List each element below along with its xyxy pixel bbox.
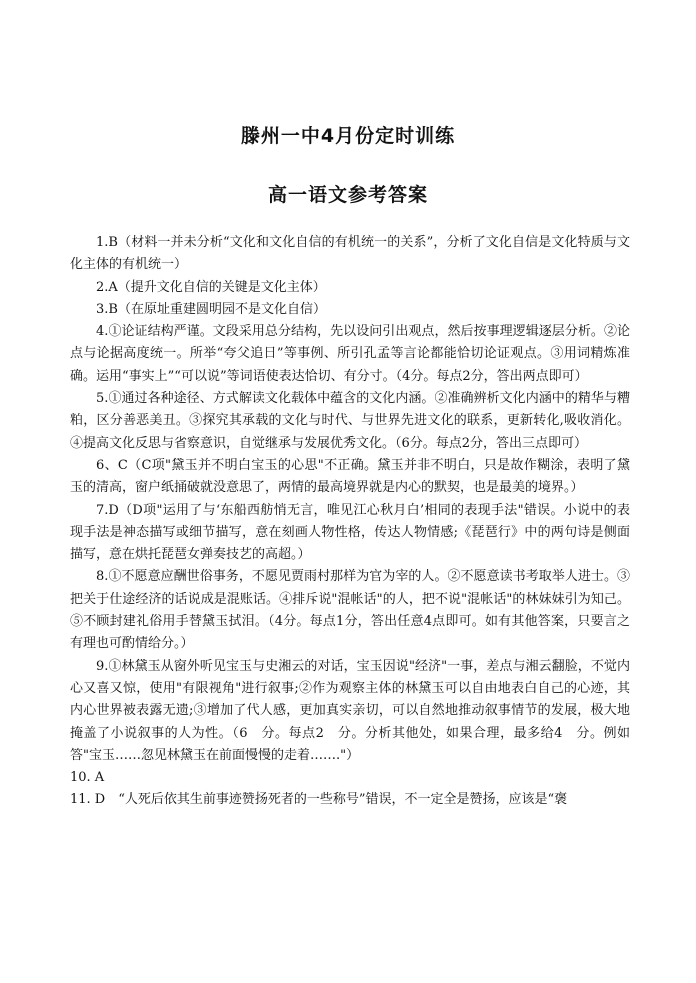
answer-list <box>70 232 630 812</box>
answer-5: 5.①通过各种途径、方式解读文化载体中蕴含的文化内涵。②准确辨析文化内涵中的精华与糟粕，区分善恶美丑。③探究其承载的文化与时代、与世界先进文化的联系，更新转化,吸收消化。④提高文化反思与省察意识，自觉继承与发展优秀文化。（6分。每点2分，答出三点即可） <box>70 391 630 451</box>
answer-11: 11. D “人死后依其生前事迹赞扬死者的一些称号”错误，不一定全是赞扬，应该是“褒 <box>70 792 568 808</box>
page-title: 滕州一中4月份定时训练 <box>240 125 456 147</box>
answer-8: 8.①不愿意应酬世俗事务，不愿见贾雨村那样为官为宰的人。②不愿意读书考取举人进士。③把关于仕途经济的话说成是混账话。④排斥说"混帐话"的人，把不说"混帐话"的林妹妹引为知己。⑤不顾封建礼俗用手替黛玉拭泪。（4分。每点1分，答出任意4点即可。如有其他答案，只要言之有理也可酌情给分。） <box>70 569 630 652</box>
answer-1: 1.B（材料一并未分析“文化和文化自信的有机统一的关系”，分析了文化自信是文化特质与文化主体的有机统一） <box>70 235 630 273</box>
page-subtitle: 高一语文参考答案 <box>267 184 428 206</box>
answer-3: 3.B（在原址重建圆明园不是文化自信） <box>96 301 326 317</box>
answer-10: 10. A <box>70 770 105 786</box>
answer-7: 7.D（D项"运用了与‘东船西舫悄无言，唯见江心秋月白’相同的表现手法"错误。小说中的表现手法是神态描写或细节描写，意在刻画人物性格，传达人物情感;《琵琶行》中的两句诗是侧面描写，意在烘托琵琶女弹奏技艺的高超。） <box>70 502 630 563</box>
answer-9: 9.①林黛玉从窗外听见宝玉与史湘云的对话，宝玉因说"经济"一事，差点与湘云翻脸，不觉内心又喜又惊，使用"有限视角"进行叙事;②作为观察主体的林黛玉可以自由地表白自己的心迹，其内心世界被表露无遗;③增加了代人感，更加真实亲切，可以自然地推动叙事情节的发展，极大地掩盖了小说叙事的人为性。（6 分。每点2 分。分析其他处，如果合理，最多给4 分。例如答"宝玉……忽见林黛玉在前面慢慢的走着……."） <box>70 658 630 763</box>
answer-2: 2.A（提升文化自信的关键是文化主体） <box>96 279 326 295</box>
answer-6: 6、C（C项"黛玉并不明白宝玉的心思"不正确。黛玉并非不明白，只是故作糊涂，表明了黛玉的清高，窗户纸捅破就没意思了，两情的最高境界就是内心的默契，也是最美的境界。） <box>70 457 630 496</box>
answer-4: 4.①论证结构严谨。文段采用总分结构，先以设问引出观点，然后按事理逻辑逐层分析。②论点与论据高度统一。所举“夸父追日”等事例、所引孔孟等言论都能恰切论证观点。③用词精炼准确。运用“事实上”“可以说”等词语使表达恰切、有分寸。（4分。每点2分，答出两点即可） <box>70 324 630 384</box>
